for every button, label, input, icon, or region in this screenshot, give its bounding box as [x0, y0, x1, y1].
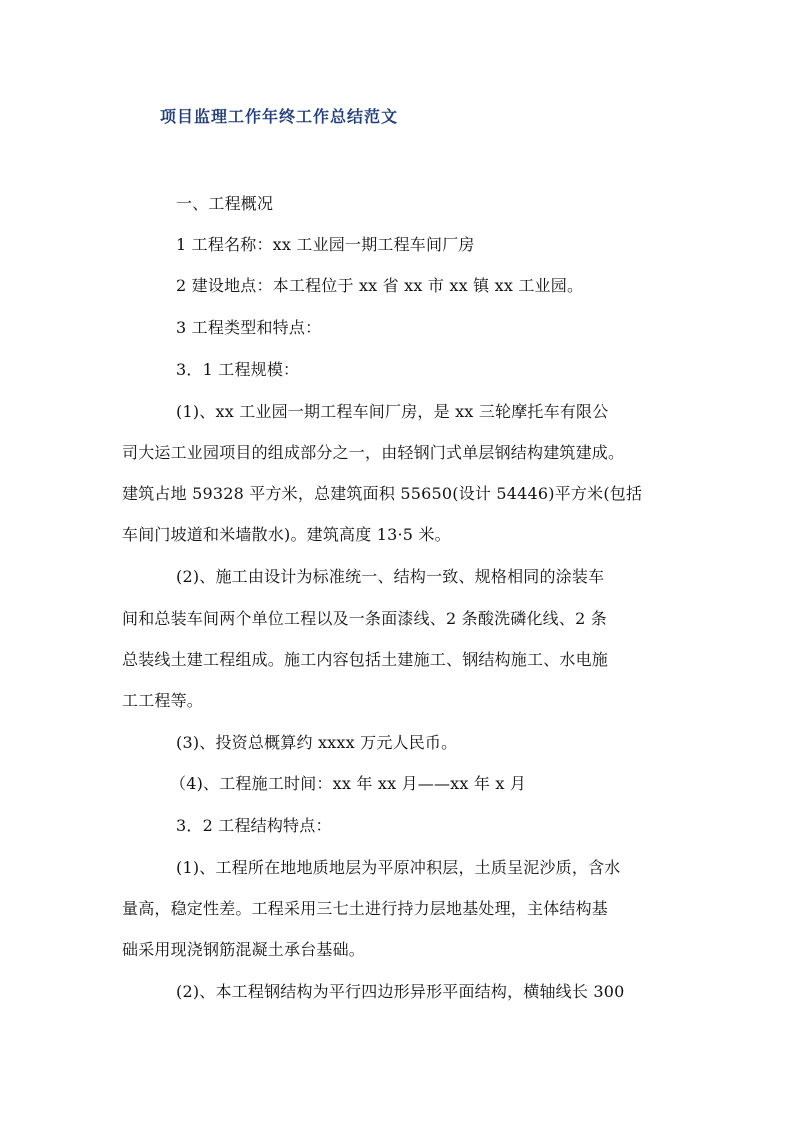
paragraph-line: (2)、施工由设计为标准统一、结构一致、规格相同的涂装车 [176, 567, 605, 586]
document-title: 项目监理工作年终工作总结范文 [160, 107, 399, 126]
paragraph-line: 2 建设地点：本工程位于 xx 省 xx 市 xx 镇 xx 工业园。 [176, 276, 584, 295]
subsection-heading: 3．2 工程结构特点： [176, 816, 332, 835]
paragraph-line: 础采用现浇钢筋混凝土承台基础。 [122, 940, 366, 959]
section-heading: 一、工程概况 [176, 194, 274, 213]
paragraph-line: 总装线土建工程组成。施工内容包括土建施工、钢结构施工、水电施 [122, 650, 609, 669]
paragraph-line: 间和总装车间两个单位工程以及一条面漆线、2 条酸洗磷化线、2 条 [122, 609, 607, 628]
paragraph-line: 车间门坡道和米墙散水)。建筑高度 13·5 米。 [122, 525, 451, 544]
paragraph-line: 工工程等。 [122, 691, 204, 710]
paragraph-line: 建筑占地 59328 平方米，总建筑面积 55650(设计 54446)平方米(包括 [122, 484, 643, 503]
paragraph-line: (2)、本工程钢结构为平行四边形异形平面结构，横轴线长 300 [176, 982, 625, 1001]
paragraph-line: (1)、工程所在地地质地层为平原冲积层，土质呈泥沙质，含水 [176, 858, 621, 877]
paragraph-line: (1)、xx 工业园一期工程车间厂房，是 xx 三轮摩托车有限公 [176, 402, 609, 421]
paragraph-line: (3)、投资总概算约 xxxx 万元人民币。 [176, 733, 458, 752]
paragraph-line: 3 工程类型和特点： [176, 318, 322, 337]
paragraph-line: 司大运工业园项目的组成部分之一，由轻钢门式单层钢结构建筑建成。 [122, 443, 625, 462]
paragraph-line: 量高，稳定性差。工程采用三七土进行持力层地基处理，主体结构基 [122, 899, 609, 918]
paragraph-line: 1 工程名称：xx 工业园一期工程车间厂房 [176, 235, 475, 254]
paragraph-line: （4)、工程施工时间：xx 年 xx 月——xx 年 x 月 [170, 774, 527, 793]
subsection-heading: 3．1 工程规模： [176, 360, 300, 379]
